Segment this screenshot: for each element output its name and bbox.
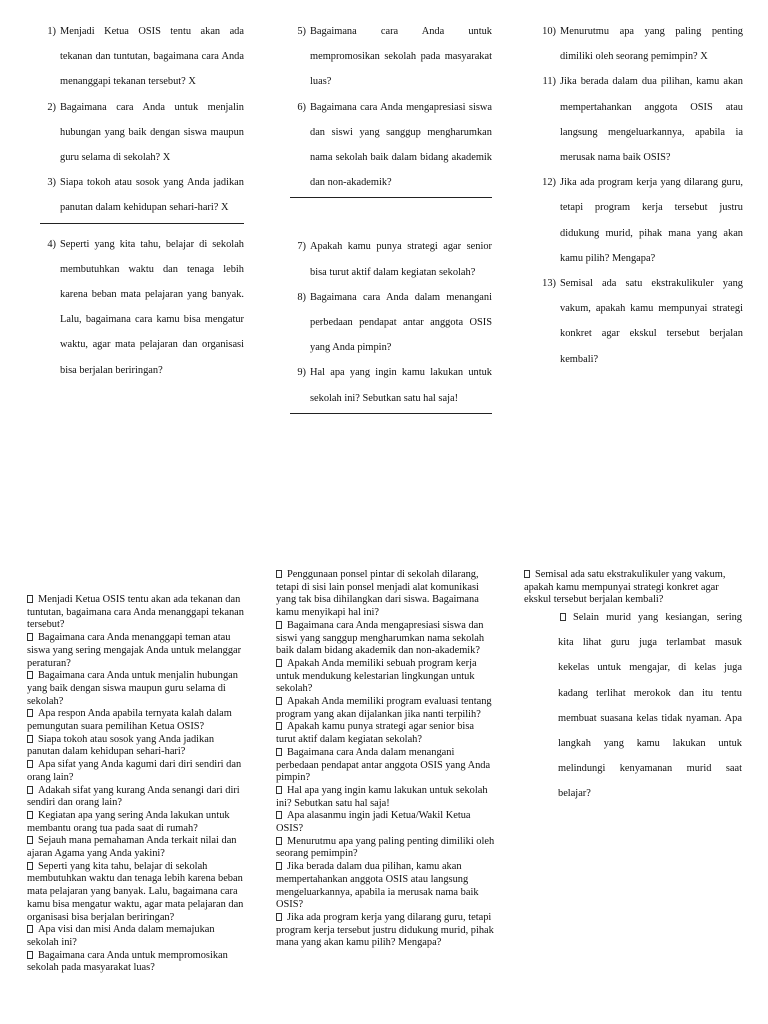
question-item: 13) Semisal ada satu ekstrakulikuler yang vakum, apakah kamu mempunyai strategi konkret agar ekskul tersebut berjalan kembali?	[542, 278, 743, 365]
checkbox-glyph-icon	[560, 613, 566, 621]
bullet-item: Menurutmu apa yang paling penting dimiliki oleh seorang pemimpin?	[276, 835, 495, 860]
checkbox-glyph-icon	[276, 697, 282, 705]
bullet-item: Bagaimana cara Anda untuk mempromosikan sekolah pada masyarakat luas?	[27, 949, 228, 974]
bullet-item: Apakah Anda memiliki sebuah program kerja untuk mendukung kelestarian lingkungan untuk sekolah?	[276, 657, 477, 695]
bullet-item: Bagaimana cara Anda dalam menangani perbedaan pendapat antar anggota OSIS yang Anda pimpin?	[276, 746, 491, 784]
bullet-item: Menjadi Ketua OSIS tentu akan ada tekanan dan tuntutan, bagaimana cara Anda menanggapi tekanan tersebut?	[27, 594, 244, 631]
question-item: 6) Bagaimana cara Anda mengapresiasi siswa dan siswi yang sanggup mengharumkan nama sekolah baik dalam bidang akademik dan non-akademik?	[297, 101, 492, 189]
checkbox-glyph-icon	[276, 748, 282, 756]
checkbox-glyph-icon	[276, 837, 282, 845]
checkbox-glyph-icon	[276, 621, 282, 629]
checkbox-glyph-icon	[27, 633, 33, 641]
question-item: 9) Hal apa yang ingin kamu lakukan untuk sekolah ini? Sebutkan satu hal saja!	[297, 367, 492, 404]
bullet-item: Apa sifat yang Anda kagumi dari diri sendiri dan orang lain?	[27, 759, 242, 783]
question-item: 11) Jika berada dalam dua pilihan, kamu akan mempertahankan anggota OSIS atau langsung mengeluarkannya, apabila ia merusak nama baik OSIS?	[542, 76, 743, 164]
question-item: 12) Jika ada program kerja yang dilarang guru, tetapi program kerja tersebut justru didukung murid, pihak mana yang akan kamu pilih? Mengapa?	[542, 177, 743, 264]
checkbox-glyph-icon	[27, 951, 33, 959]
bullet-item: Bagaimana cara Anda untuk menjalin hubungan yang baik dengan siswa maupun guru selama di sekolah?	[27, 670, 238, 707]
bullet-item: Apa visi dan misi Anda dalam memajukan sekolah ini?	[27, 924, 215, 948]
checkbox-glyph-icon	[27, 595, 33, 603]
question-item: 7) Apakah kamu punya strategi agar senior bisa turut aktif dalam kegiatan sekolah?	[297, 241, 492, 278]
bullet-column-3	[524, 569, 746, 607]
question-column-3	[540, 19, 743, 372]
checkbox-glyph-icon	[27, 862, 33, 870]
question-item: 1) Menjadi Ketua OSIS tentu akan ada tekanan dan tuntutan, bagaimana cara Anda menanggapi tekanan tersebut? X	[47, 26, 244, 88]
checkbox-glyph-icon	[27, 925, 33, 933]
checkbox-glyph-icon	[276, 862, 282, 870]
question-column-1	[40, 19, 244, 383]
bullet-item: Apakah kamu punya strategi agar senior bisa turut aktif dalam kegiatan sekolah?	[276, 721, 474, 746]
divider	[290, 413, 492, 414]
divider	[290, 197, 492, 198]
checkbox-glyph-icon	[524, 570, 530, 578]
bullet-item: Siapa tokoh atau sosok yang Anda jadikan panutan dalam kehidupan sehari-hari?	[27, 733, 215, 758]
bullet-item: Jika berada dalam dua pilihan, kamu akan mempertahankan anggota OSIS atau langsung mengeluarkannya, apabila ia merusak nama baik OSIS?	[276, 861, 479, 911]
bullet-item: Penggunaan ponsel pintar di sekolah dilarang, tetapi di sisi lain ponsel menjadi alat komunikasi yang tak bisa dihilangkan dari siswa. Bagaimana kamu menyikapi hal ini?	[276, 569, 479, 619]
checkbox-glyph-icon	[276, 786, 282, 794]
bullet-item: Adakah sifat yang kurang Anda senangi dari diri sendiri dan orang lain?	[27, 784, 240, 809]
checkbox-glyph-icon	[276, 722, 282, 730]
question-item: 2) Bagaimana cara Anda untuk menjalin hubungan yang baik dengan siswa maupun guru selama di sekolah? X	[47, 101, 244, 164]
checkbox-glyph-icon	[27, 735, 33, 743]
bullet-item: Sejauh mana pemahaman Anda terkait nilai dan ajaran Agama yang Anda yakini?	[27, 835, 237, 860]
bullet-column-1	[27, 594, 245, 975]
checkbox-glyph-icon	[276, 659, 282, 667]
question-item: 10) Menurutmu apa yang paling penting dimiliki oleh seorang pemimpin? X	[542, 26, 743, 63]
bullet-item: Semisal ada satu ekstrakulikuler yang vakum, apakah kamu mempunyai strategi konkret agar ekskul tersebut berjalan kembali?	[524, 569, 726, 606]
checkbox-glyph-icon	[27, 709, 33, 717]
bullet-item: Kegiatan apa yang sering Anda lakukan untuk membantu orang tua pada saat di rumah?	[27, 809, 230, 834]
bullet-item: Bagaimana cara Anda menanggapi teman atau siswa yang sering mengajak Anda untuk melanggar peraturan?	[27, 632, 242, 669]
checkbox-glyph-icon	[276, 913, 282, 921]
bullet-column-3-indented	[558, 605, 742, 807]
bullet-item: Jika ada program kerja yang dilarang guru, tetapi program kerja tersebut justru didukung murid, pihak mana yang akan kamu pilih? Mengapa?	[276, 911, 494, 949]
question-item: 3) Siapa tokoh atau sosok yang Anda jadikan panutan dalam kehidupan sehari-hari? X	[47, 177, 244, 214]
checkbox-glyph-icon	[27, 760, 33, 768]
checkbox-glyph-icon	[27, 786, 33, 794]
question-column-2	[290, 19, 492, 422]
checkbox-glyph-icon	[27, 811, 33, 819]
bullet-item: Apa alasanmu ingin jadi Ketua/Wakil Ketua OSIS?	[276, 810, 471, 835]
question-item: 5) Bagaimana cara Anda untuk mempromosikan sekolah pada masyarakat luas?	[297, 26, 492, 88]
bullet-item: Seperti yang kita tahu, belajar di sekolah membutuhkan waktu dan tenaga lebih karena beban mata pelajaran yang banyak. Lalu, bagaimana cara kamu bisa mengatur waktu, agar mata pelajaran dan organisasi bisa berjalan beriringan?	[27, 860, 244, 923]
checkbox-glyph-icon	[276, 811, 282, 819]
bullet-item: Bagaimana cara Anda mengapresiasi siswa dan siswi yang sanggup mengharumkan nama sekolah baik dalam bidang akademik dan non-akademik?	[276, 619, 485, 657]
bullet-item: Apakah Anda memiliki program evaluasi tentang program yang akan dijalankan jika nanti terpilih?	[276, 696, 492, 720]
bullet-item: Selain murid yang kesiangan, sering kita lihat guru juga terlambat masuk kekelas untuk mengajar, di kelas juga kadang terlihat merokok dan itu tentu membuat suasana kelas tidak nyaman. Apa langkah yang kamu lakukan untuk melindungi kenyamanan murid saat belajar?	[558, 612, 742, 800]
question-item: 4) Seperti yang kita tahu, belajar di sekolah membutuhkan waktu dan tenaga lebih karena beban mata pelajaran yang banyak. Lalu, bagaimana cara kamu bisa mengatur waktu, agar mata pelajaran dan organisasi bisa berjalan beriringan?	[47, 238, 244, 376]
bullet-column-2	[276, 569, 496, 950]
checkbox-glyph-icon	[276, 570, 282, 578]
divider	[40, 223, 244, 224]
checkbox-glyph-icon	[27, 836, 33, 844]
bullet-item: Hal apa yang ingin kamu lakukan untuk sekolah ini? Sebutkan satu hal saja!	[276, 784, 488, 809]
bullet-item: Apa respon Anda apabila ternyata kalah dalam pemungutan suara pemilihan Ketua OSIS?	[27, 708, 232, 733]
checkbox-glyph-icon	[27, 671, 33, 679]
question-item: 8) Bagaimana cara Anda dalam menangani perbedaan pendapat antar anggota OSIS yang Anda pimpin?	[297, 291, 492, 354]
